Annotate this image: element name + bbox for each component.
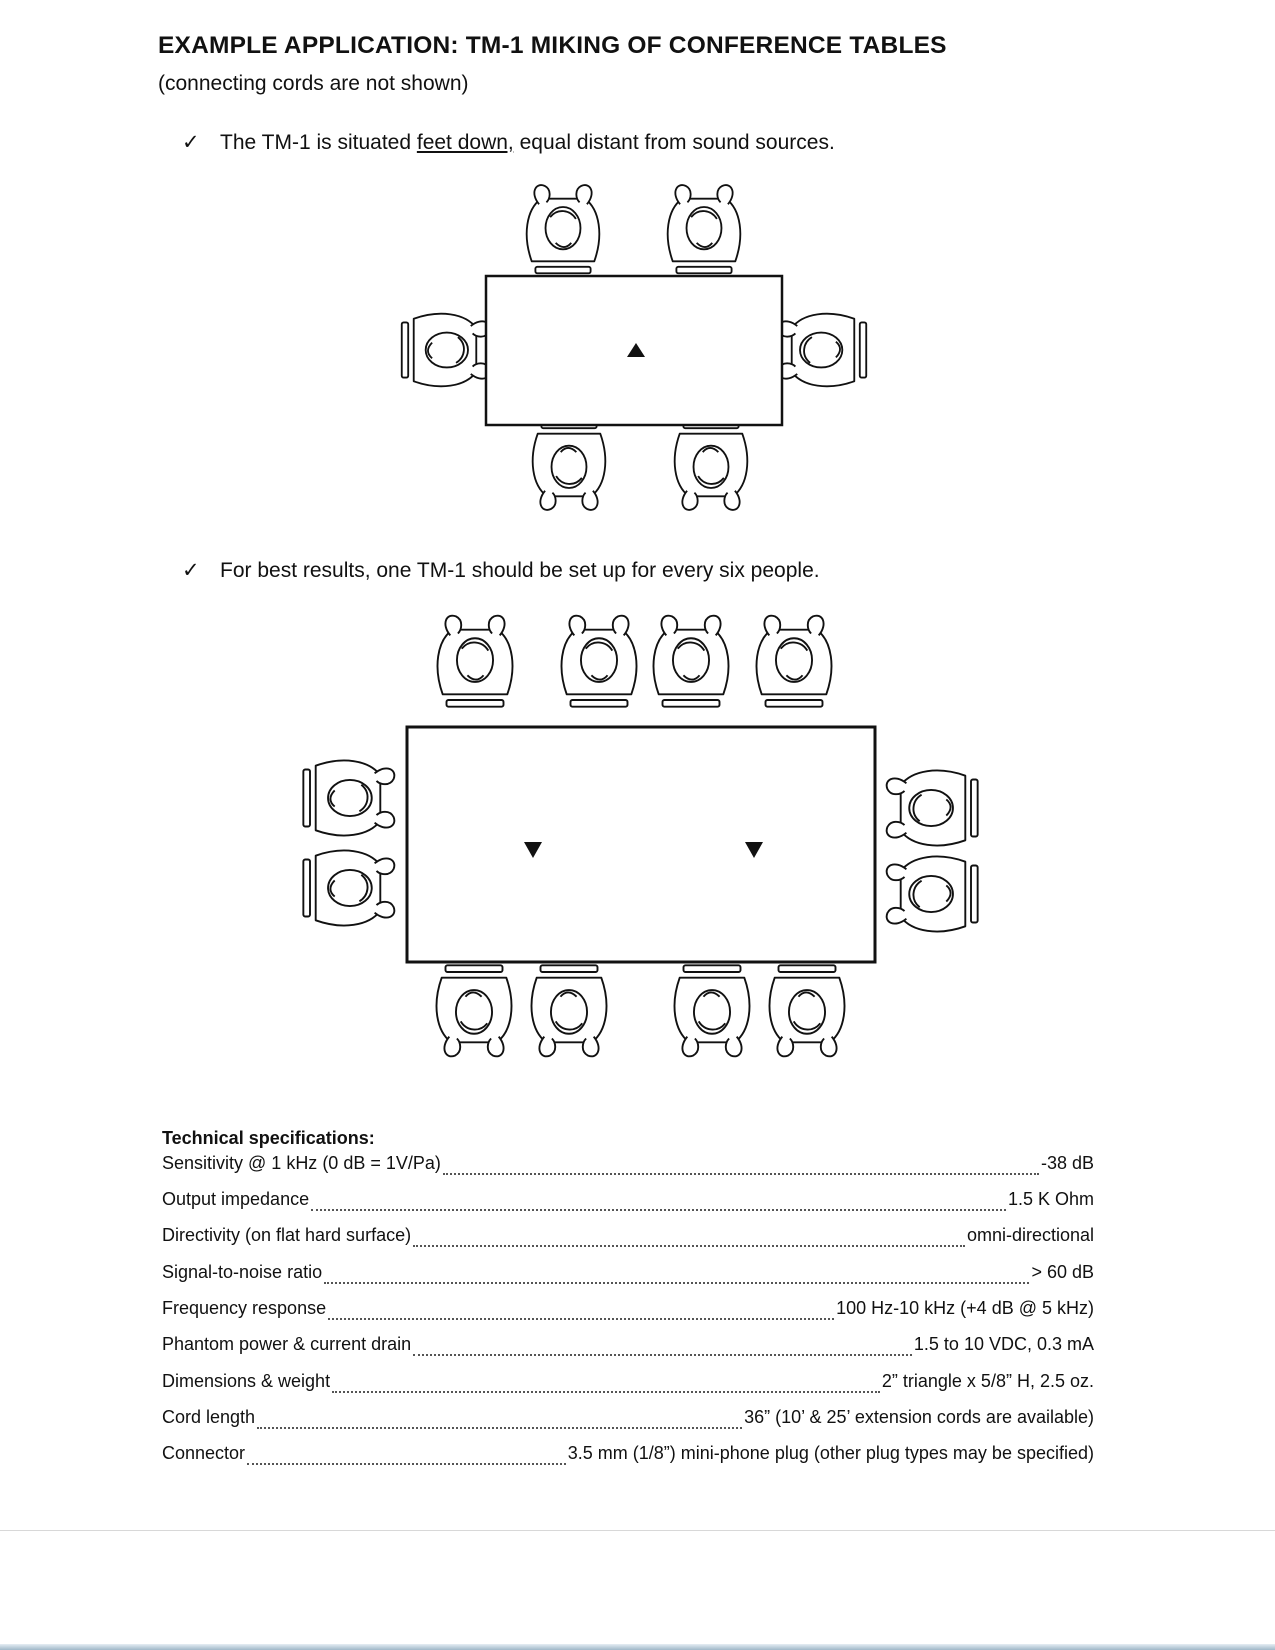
spec-label: Phantom power & current drain [162,1334,412,1354]
seated-person [757,616,832,707]
checkmark-icon: ✓ [182,558,200,582]
seated-person [675,965,750,1056]
bullet-underlined-text: feet down, [416,131,514,154]
spec-value: -38 dB [1040,1153,1094,1173]
seated-person [438,616,513,707]
spec-row [162,1189,1094,1213]
spec-value: 2” triangle x 5/8” H, 2.5 oz. [881,1371,1094,1391]
bullet-text-start: The TM-1 is situated [220,131,417,154]
seated-person [303,761,394,836]
spec-value: omni-directional [966,1225,1094,1245]
spec-row [162,1225,1094,1249]
spec-label: Dimensions & weight [162,1371,331,1391]
seated-person [532,965,607,1056]
seated-person [770,965,845,1056]
spec-row [162,1371,1094,1395]
dot-leader [328,1304,834,1320]
footer-divider [0,1530,1275,1531]
seated-person [437,965,512,1056]
spec-value: 36” (10’ & 25’ extension cords are available) [744,1407,1094,1427]
dot-leader [324,1268,1029,1284]
spec-value: 100 Hz-10 kHz (+4 dB @ 5 kHz) [836,1298,1094,1318]
spec-row [162,1443,1094,1467]
spec-row [162,1153,1094,1177]
seated-person [887,857,978,932]
spec-row [162,1407,1094,1431]
spec-label: Directivity (on flat hard surface) [162,1225,412,1245]
page-subtitle: (connecting cords are not shown) [158,72,469,95]
spec-label: Signal-to-noise ratio [162,1262,323,1282]
spec-label: Output impedance [162,1189,310,1209]
page-title: EXAMPLE APPLICATION: TM-1 MIKING OF CONFERENCE TABLES [158,32,947,59]
page-bottom-edge [0,1644,1275,1650]
seated-person [887,771,978,846]
dot-leader [443,1159,1039,1175]
spec-label: Sensitivity @ 1 kHz (0 dB = 1V/Pa) [162,1153,441,1173]
dot-leader [332,1377,880,1393]
seated-person [303,851,394,926]
spec-label: Cord length [162,1407,256,1427]
dot-leader [257,1413,742,1429]
dot-leader [247,1449,566,1465]
spec-row [162,1262,1094,1286]
spec-label: Connector [162,1443,246,1463]
spec-row [162,1298,1094,1322]
spec-row [162,1334,1094,1358]
spec-value: 1.5 K Ohm [1007,1189,1094,1209]
dot-leader [311,1195,1006,1211]
specs-heading: Technical specifications: [162,1128,375,1148]
checkmark-icon: ✓ [182,130,200,154]
seated-person [654,616,729,707]
bullet-text-end: equal distant from sound sources. [513,131,835,154]
dot-leader [413,1340,912,1356]
bullet-text: For best results, one TM-1 should be set up for every six people. [220,559,820,582]
spec-value: > 60 dB [1031,1262,1094,1282]
spec-label: Frequency response [162,1298,327,1318]
spec-value: 1.5 to 10 VDC, 0.3 mA [913,1334,1094,1354]
conference-table-large [407,727,875,962]
spec-value: 3.5 mm (1/8”) mini-phone plug (other plug types may be specified) [567,1443,1094,1463]
seated-person [562,616,637,707]
dot-leader [413,1231,965,1247]
